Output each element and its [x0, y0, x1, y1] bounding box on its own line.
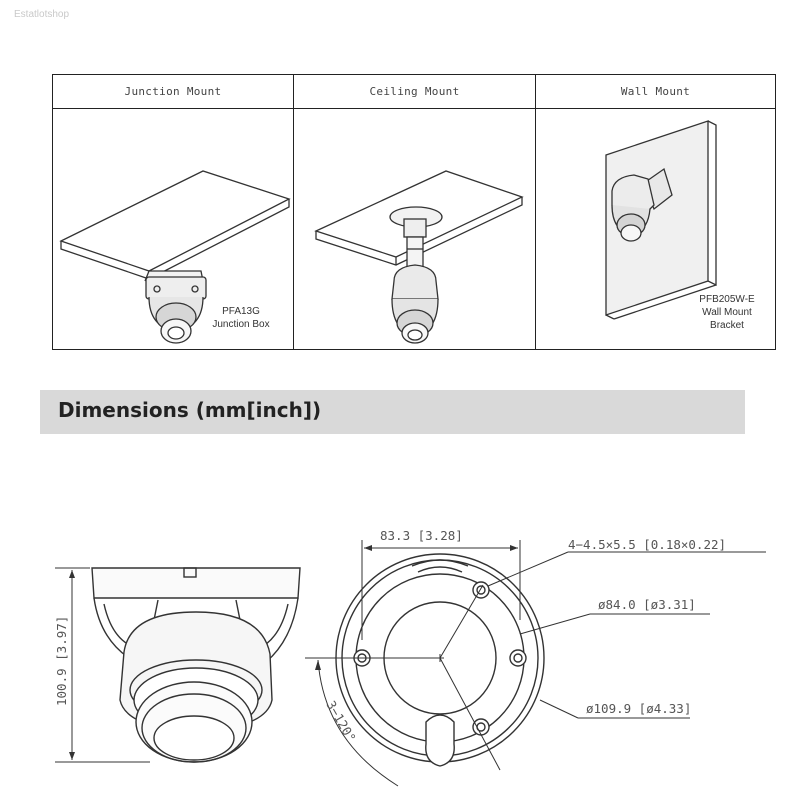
- junction-caption: [201, 305, 281, 331]
- wall-caption-line3: Bracket: [710, 320, 744, 331]
- wall-caption-line1: PFB205W-E: [699, 294, 755, 305]
- watermark: Estatlotshop: [14, 9, 70, 20]
- mount-column-ceiling: [294, 75, 536, 349]
- wall-caption: [686, 293, 768, 332]
- rotation-label: 3−120°: [323, 698, 359, 745]
- junction-caption-line2: Junction Box: [212, 319, 270, 330]
- side-view: [55, 568, 300, 762]
- height-label: 100.9 [3.97]: [54, 615, 69, 706]
- inner-diameter-label: ø84.0 [ø3.31]: [598, 597, 696, 612]
- dimensions-banner: [40, 390, 745, 434]
- outer-diameter-label: ø109.9 [ø4.33]: [586, 701, 692, 716]
- mount-header-wall: Wall Mount: [536, 75, 775, 109]
- mount-header-ceiling: Ceiling Mount: [294, 75, 535, 109]
- ceiling-mount-illustration: [294, 109, 536, 349]
- junction-caption-line1: PFA13G: [222, 306, 260, 317]
- wall-caption-line2: Wall Mount: [702, 307, 752, 318]
- mount-header-junction: Junction Mount: [53, 75, 293, 109]
- dimensions-title: Dimensions (mm[inch]): [58, 398, 322, 422]
- bottom-view: [305, 540, 766, 786]
- mount-column-wall: [536, 75, 775, 349]
- holes-label: 4−4.5×5.5 [0.18×0.22]: [568, 537, 727, 552]
- dimension-drawing: [0, 440, 800, 800]
- hole-spacing-label: 83.3 [3.28]: [380, 528, 463, 543]
- mount-table: [52, 74, 776, 350]
- mount-column-junction: [53, 75, 294, 349]
